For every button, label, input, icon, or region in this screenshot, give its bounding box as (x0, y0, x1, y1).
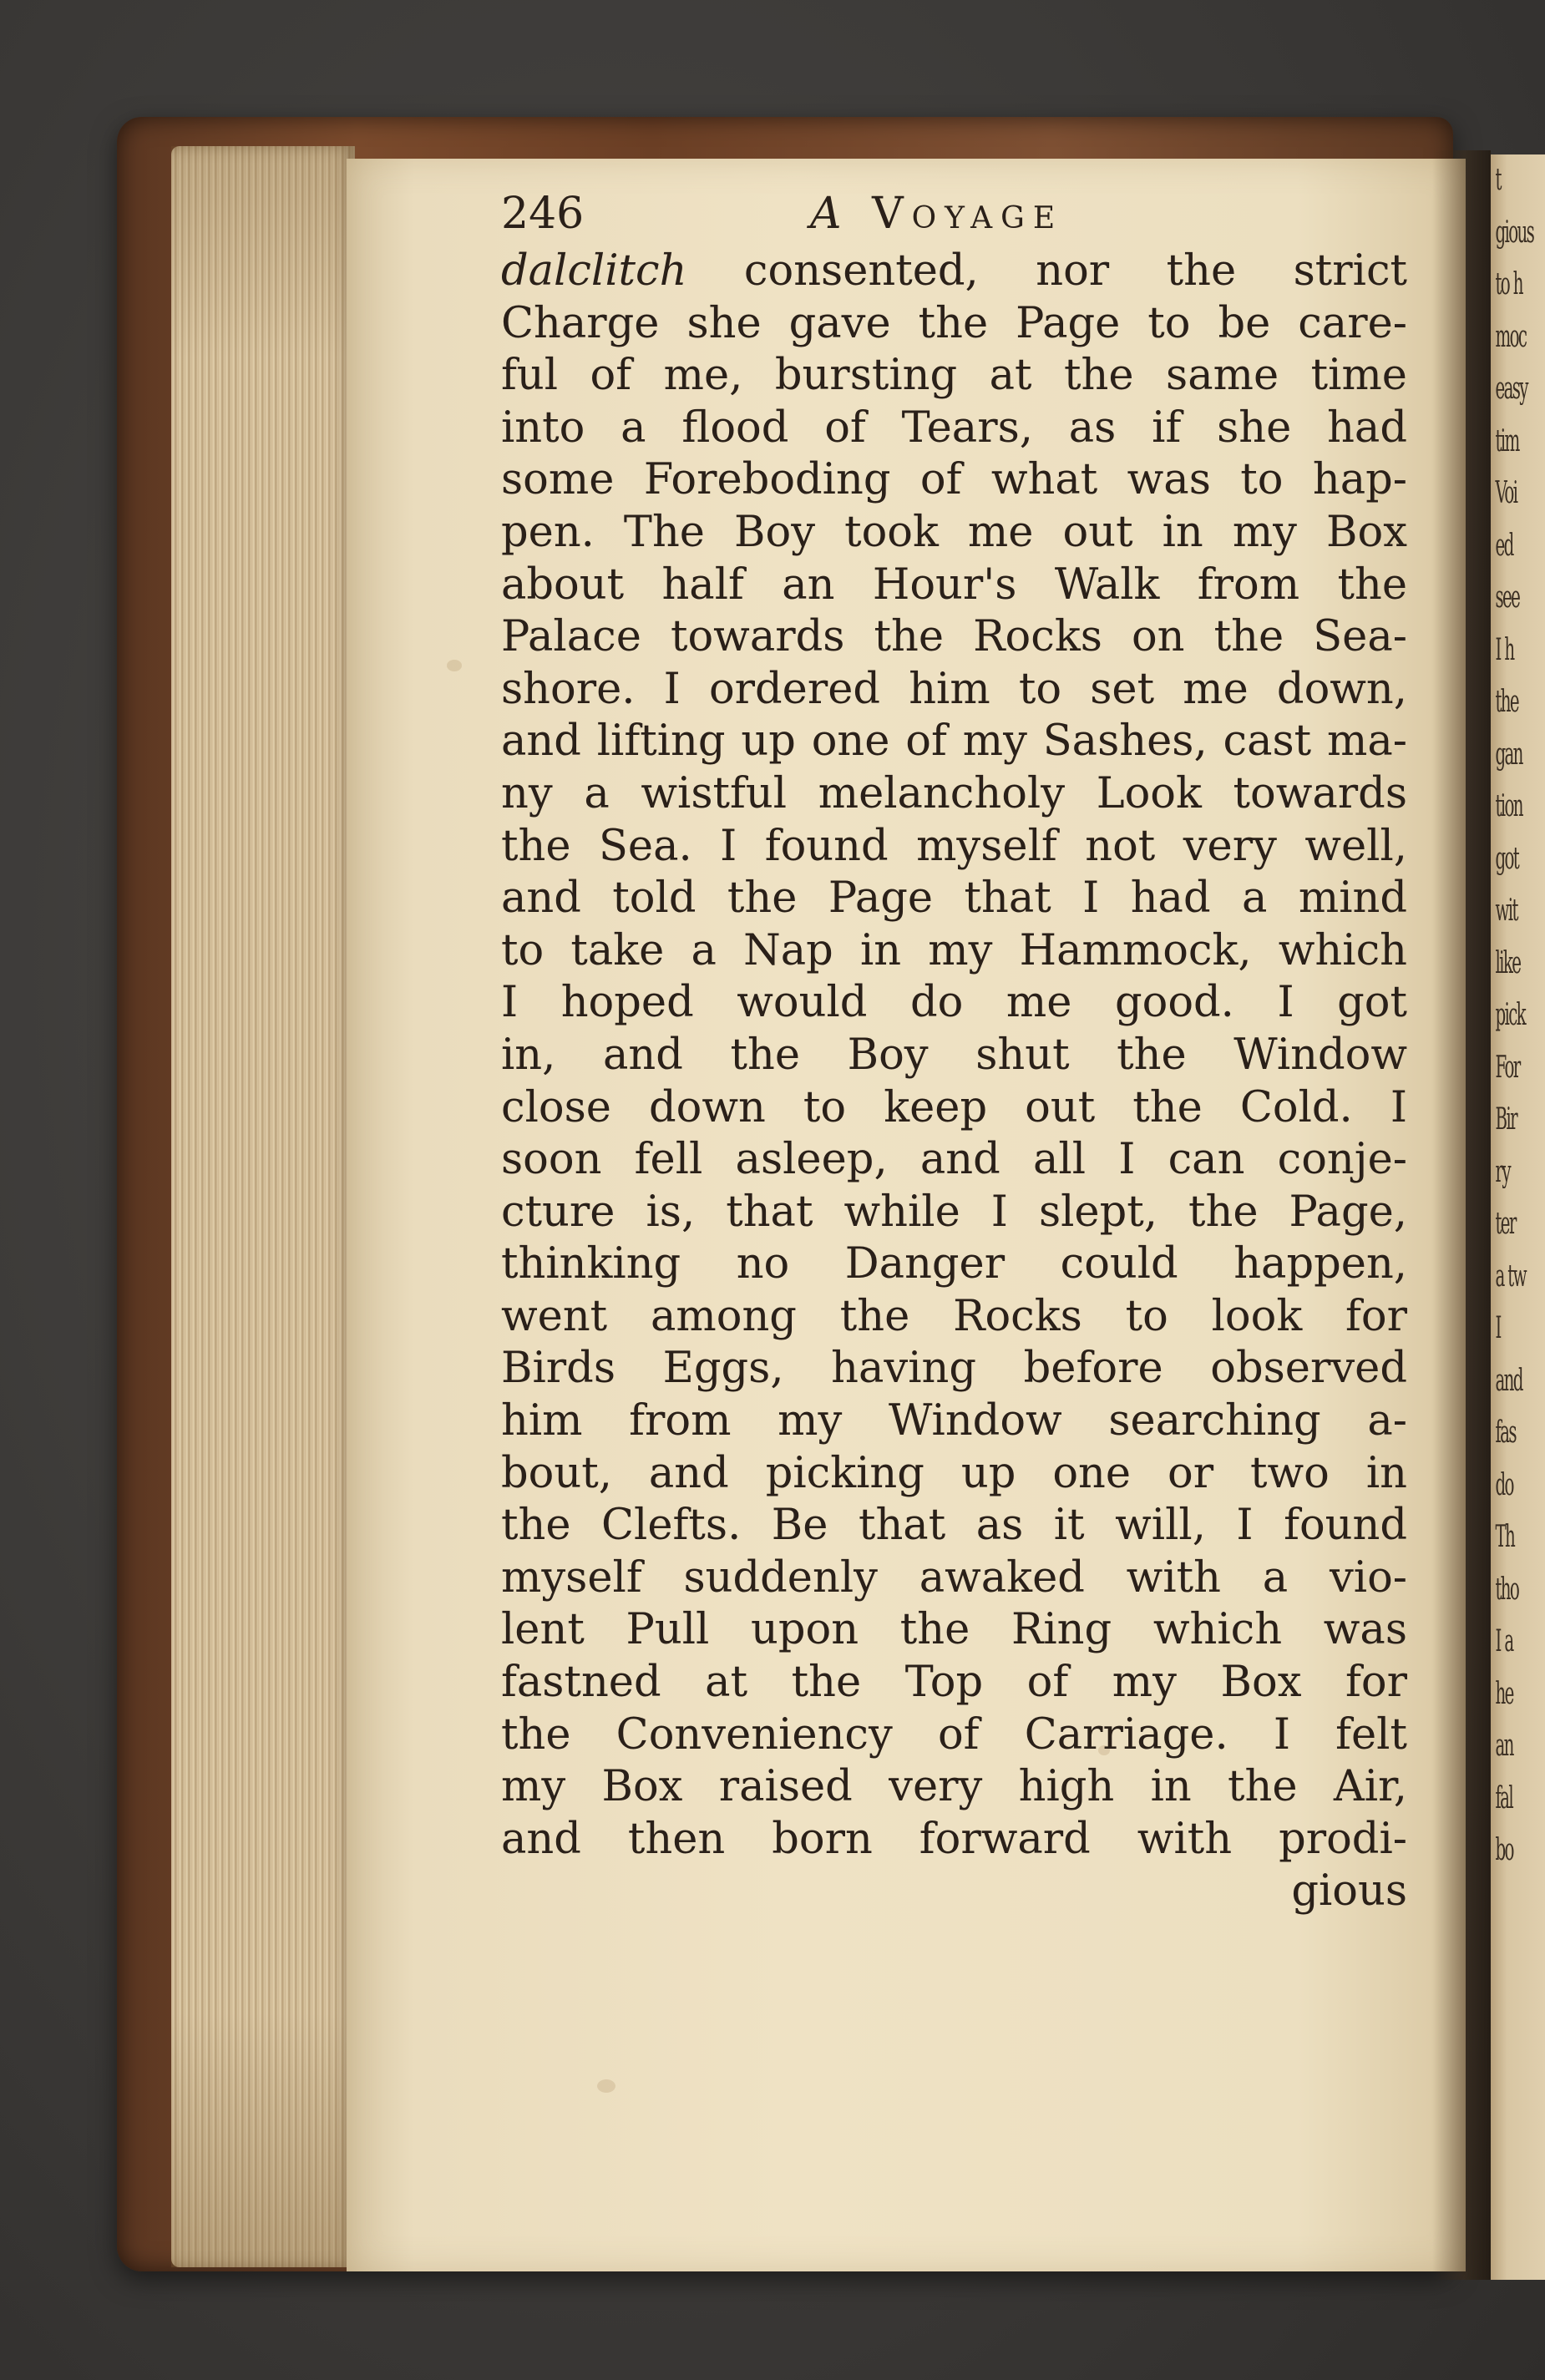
text-line (501, 1291, 1407, 1344)
text-line (501, 1709, 1407, 1762)
facing-page-fragment: ed (1495, 528, 1513, 563)
facing-page-fragment: gan (1495, 737, 1522, 772)
facing-page-fragment: Bir (1495, 1102, 1517, 1137)
facing-page-fragment: to h (1495, 267, 1522, 301)
line-text: soon fell asleep, and all I can conje- (501, 1135, 1407, 1185)
facing-page-fragment: ter (1495, 1207, 1516, 1241)
running-title (810, 184, 1063, 244)
line-text: myself suddenly awaked with a vio- (501, 1552, 1407, 1603)
running-head (501, 184, 1411, 244)
text-line (501, 1082, 1407, 1135)
line-text: shore. I ordered him to set me down, (501, 664, 1407, 714)
facing-page-fragment: gious (1495, 215, 1534, 250)
text-line (501, 1238, 1407, 1291)
facing-page-fragment: and (1495, 1363, 1522, 1398)
facing-page-fragment: pick (1495, 998, 1526, 1032)
line-text: the Sea. I found myself not very well, (501, 821, 1407, 871)
line-text: thinking no Danger could happen, (501, 1239, 1407, 1289)
facing-page-fragment: he (1495, 1676, 1513, 1711)
line-text: pen. The Boy took me out in my Box (501, 507, 1407, 557)
facing-page-fragment: easy (1495, 372, 1527, 406)
facing-page-fragment: I h (1495, 632, 1514, 667)
text-line (501, 1187, 1407, 1239)
facing-page-fragment: fas (1495, 1415, 1516, 1450)
facing-page-edge (1491, 154, 1545, 2280)
line-text: Birds Eggs, having before observed (501, 1344, 1407, 1394)
text-line (501, 1343, 1407, 1395)
text-line (501, 1030, 1407, 1082)
text-line (501, 1134, 1407, 1187)
line-text: Charge she gave the Page to be care- (501, 298, 1407, 348)
facing-page-fragment: tion (1495, 789, 1522, 823)
facing-page-fragment: For (1495, 1050, 1520, 1085)
text-line (501, 1395, 1407, 1448)
line-text: and told the Page that I had a mind (501, 874, 1407, 924)
italic-name: dalclitch (501, 246, 687, 296)
facing-page-fragment: fal (1495, 1780, 1513, 1815)
text-line (501, 768, 1407, 821)
facing-page-fragment: bo (1495, 1833, 1513, 1867)
line-text: bout, and picking up one or two in (501, 1448, 1407, 1498)
running-title-rest: Voyage (872, 189, 1064, 239)
line-text: ful of me, bursting at the same time (501, 351, 1407, 401)
facing-page-fragment: Th (1495, 1520, 1515, 1554)
line-text: I hoped would do me good. I got (501, 978, 1407, 1028)
facing-page-fragment: like (1495, 945, 1521, 980)
facing-page-fragment: the (1495, 685, 1518, 719)
line-text: and then born forward with prodi- (501, 1814, 1407, 1864)
text-line (501, 821, 1407, 874)
facing-page-fragment: I (1495, 1311, 1501, 1345)
text-line (501, 454, 1407, 507)
facing-page-fragment: tim (1495, 423, 1519, 458)
catchword: gious (1291, 1866, 1407, 1917)
line-text: lent Pull upon the Ring which was (501, 1605, 1407, 1655)
text-line (501, 977, 1407, 1030)
line-text: went among the Rocks to look for (501, 1291, 1407, 1341)
page-fore-edge (171, 146, 355, 2267)
text-line (501, 403, 1407, 455)
facing-page-fragment: a tw (1495, 1258, 1526, 1294)
text-line (501, 560, 1407, 612)
text-line (501, 350, 1407, 403)
line-text: some Foreboding of what was to hap- (501, 455, 1407, 505)
facing-page-fragment: I a (1495, 1624, 1513, 1658)
line-text: consented, nor the strict (743, 246, 1407, 296)
text-line (501, 246, 1407, 298)
page-text-block (501, 184, 1411, 1918)
line-text: close down to keep out the Cold. I (501, 1082, 1407, 1132)
text-line (501, 507, 1407, 560)
facing-page-fragment: wit (1495, 894, 1517, 928)
text-line (501, 664, 1407, 717)
facing-page-fragment: see (1495, 580, 1520, 615)
facing-page-fragment: tho (1495, 1572, 1519, 1607)
text-line (501, 1448, 1407, 1501)
facing-page-fragment: ry (1495, 1154, 1510, 1189)
text-line (501, 1761, 1407, 1814)
line-text: the Clefts. Be that as it will, I found (501, 1501, 1407, 1551)
line-text: Palace towards the Rocks on the Sea- (501, 612, 1407, 662)
text-line (501, 716, 1407, 768)
facing-page-fragment: Voi (1495, 476, 1517, 510)
text-line (501, 1604, 1407, 1657)
text-line (501, 925, 1407, 978)
facing-page-fragment: t (1495, 163, 1501, 197)
page-number: 246 (501, 189, 585, 239)
text-line (501, 1814, 1407, 1866)
line-text: cture is, that while I slept, the Page, (501, 1187, 1407, 1237)
text-line (501, 298, 1407, 351)
facing-page-fragment: moc (1495, 319, 1527, 354)
line-text: in, and the Boy shut the Window (501, 1030, 1407, 1080)
facing-page-fragment: got (1495, 841, 1519, 876)
line-text: fastned at the Top of my Box for (501, 1658, 1407, 1708)
running-title-lead: A (810, 189, 850, 239)
text-line (501, 1657, 1407, 1709)
line-text: my Box raised very high in the Air, (501, 1762, 1407, 1812)
facing-page-fragment: an (1495, 1729, 1513, 1763)
gutter-shadow (1432, 150, 1491, 2280)
text-line (501, 873, 1407, 925)
line-text: about half an Hour's Walk from the (501, 560, 1407, 610)
text-line (501, 611, 1407, 664)
line-text: ny a wistful melancholy Look towards (501, 768, 1407, 818)
line-text: him from my Window searching a- (501, 1396, 1407, 1446)
body-text (501, 246, 1411, 1866)
text-line (501, 1500, 1407, 1552)
line-text: to take a Nap in my Hammock, which (501, 925, 1407, 975)
line-text: and lifting up one of my Sashes, cast ma- (501, 717, 1407, 767)
line-text: into a flood of Tears, as if she had (501, 403, 1407, 453)
line-text: the Conveniency of Carriage. I felt (501, 1709, 1407, 1760)
facing-page-fragment: do (1495, 1467, 1513, 1502)
text-line (501, 1552, 1407, 1605)
